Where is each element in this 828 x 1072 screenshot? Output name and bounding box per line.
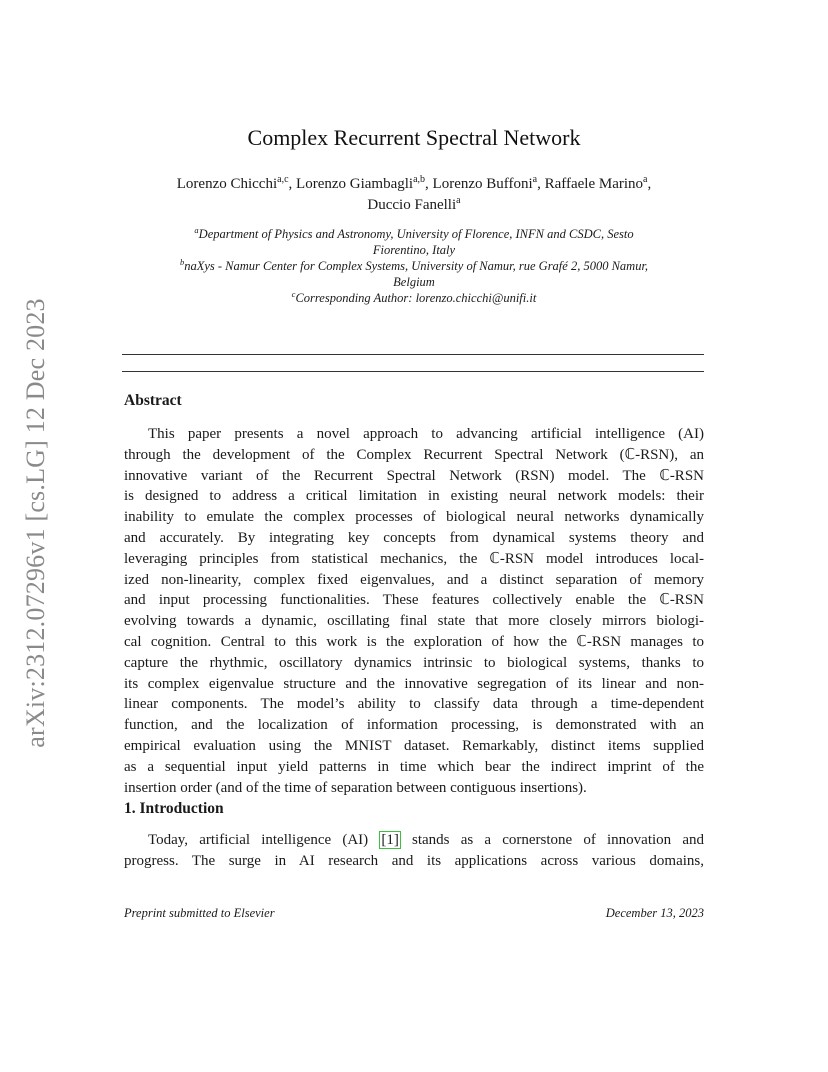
affiliation-a: $^a$Department of Physics and Astronomy, University of Florence, INFN and CSDC, Sesto: [194, 224, 634, 241]
abstract-line: evolving towards a dynamic, oscillating final state that more closely mirrors biologi-: [124, 613, 704, 630]
abstract-line: cal cognition. Central to this work is the exploration of how the ℂ-RSN manages to: [124, 633, 704, 650]
page-footer: [124, 906, 704, 921]
abstract-line: as a sequential input yield patterns in time which bear the indirect imprint of the: [124, 758, 704, 775]
arxiv-side-stamp: [18, 286, 54, 760]
affiliation-a-cont: Fiorentino, Italy: [372, 243, 456, 257]
abstract-line: This paper presents a novel approach to advancing artificial intelligence (AI): [148, 426, 704, 442]
abstract-line: insertion order (and of the time of separation between contiguous insertions).: [124, 779, 587, 796]
abstract-line: inability to emulate the complex processes of biological neural networks dynamically: [124, 509, 704, 526]
citation-link[interactable]: [1]: [381, 832, 399, 848]
introduction-body: [124, 830, 704, 872]
author-list: [124, 174, 704, 216]
intro-line: Today, artificial intelligence (AI) [1] stands as a cornerstone of innovation and: [148, 832, 705, 848]
arxiv-identifier: arXiv:2312.07296v1 [cs.LG] 12 Dec 2023: [21, 298, 51, 748]
abstract-line: leveraging principles from statistical mechanics, the ℂ-RSN model introduces local-: [124, 550, 704, 567]
paper-title: Complex Recurrent Spectral Network: [247, 125, 581, 150]
abstract-line: capture the rhythmic, oscillatory dynamics intrinsic to biological systems, thanks to: [124, 654, 704, 671]
abstract-line: is designed to address a critical limitation in existing neural network models: their: [124, 488, 704, 505]
abstract-line: ized non-linearity, complex fixed eigenvalues, and a distinct separation of memory: [124, 571, 704, 588]
affiliations: [124, 226, 704, 306]
author: Lorenzo Buffoni$^a$,: [432, 174, 545, 192]
divider-top: [122, 354, 704, 355]
abstract-line: linear components. The model’s ability to classify data through a time-dependent: [124, 696, 704, 713]
abstract-line: through the development of the Complex Recurrent Spectral Network (ℂ-RSN), an: [124, 446, 704, 463]
abstract-line: its complex eigenvalue structure and the innovative segregation of its linear and non-: [124, 675, 704, 692]
abstract-body: [124, 424, 704, 798]
abstract-heading: Abstract: [124, 392, 182, 409]
abstract-line: innovative variant of the Recurrent Spectral Network (RSN) model. The ℂ-RSN: [124, 467, 704, 484]
author: Raffaele Marino$^a$,: [544, 174, 652, 192]
affiliation-b-cont: Belgium: [393, 275, 435, 289]
footer-preprint-note: Preprint submitted to Elsevier: [124, 906, 275, 920]
divider-bottom: [122, 371, 704, 372]
author: Duccio Fanelli$^a$: [367, 195, 461, 213]
footer-date: December 13, 2023: [605, 906, 704, 920]
intro-line: progress. The surge in AI research and its applications across various domains,: [124, 853, 704, 869]
abstract-line: and input processing functionalities. These features collectively enable the ℂ-RSN: [124, 592, 704, 609]
abstract-line: empirical evaluation using the MNIST dataset. Remarkably, distinct items supplied: [124, 737, 704, 754]
introduction-heading: 1. Introduction: [124, 800, 224, 817]
author: Lorenzo Giambagli$^{a,b}$,: [296, 174, 433, 192]
author: Lorenzo Chicchi$^{a,c}$,: [176, 174, 297, 192]
affiliation-c: $^c$Corresponding Author: lorenzo.chicchi@unifi.it: [291, 288, 537, 305]
abstract-line: function, and the localization of information processing, is demonstrated with an: [124, 717, 704, 734]
abstract-line: and accurately. By integrating key concepts from dynamical systems theory and: [124, 529, 704, 546]
affiliation-b: $^b$naXys - Namur Center for Complex Systems, University of Namur, rue Grafé 2, 5000 Namur,: [179, 256, 649, 273]
